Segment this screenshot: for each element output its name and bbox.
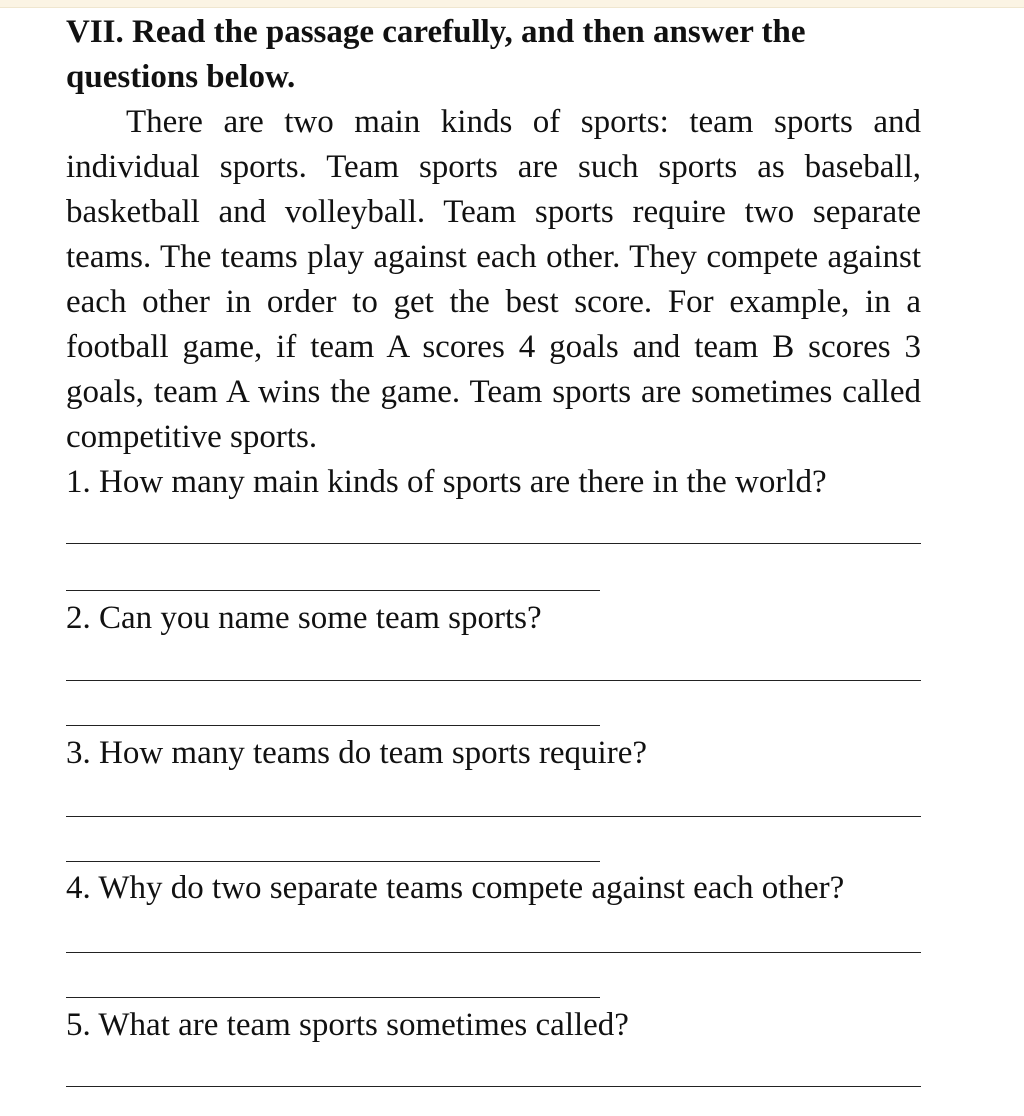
- answer-line-3b[interactable]: [66, 861, 600, 862]
- question-2: 2. Can you name some team sports?: [66, 600, 542, 636]
- exercise-heading: VII. Read the passage carefully, and then answer the questions below.: [66, 14, 806, 95]
- question-1: 1. How many main kinds of sports are there in the world?: [66, 464, 827, 500]
- answer-line-1b[interactable]: [66, 590, 600, 591]
- answer-line-5a[interactable]: [66, 1086, 921, 1087]
- reading-passage: There are two main kinds of sports: team sports and individual sports. Team sports are such sports as baseball, basketball and volleyball. Team sports require two separate teams. The teams play against each other. They compete against each other in order to get the best score. For example, in a football game, if team A scores 4 goals and team B scores 3 goals, team A wins the game. Team sports are sometimes called competitive sports.: [66, 104, 921, 455]
- answer-line-3a[interactable]: [66, 816, 921, 817]
- answer-line-2b[interactable]: [66, 725, 600, 726]
- question-3: 3. How many teams do team sports require?: [66, 735, 648, 771]
- answer-line-1a[interactable]: [66, 543, 921, 544]
- question-4: 4. Why do two separate teams compete against each other?: [66, 870, 845, 906]
- question-5: 5. What are team sports sometimes called?: [66, 1007, 629, 1043]
- top-edge-strip: [0, 0, 1024, 8]
- answer-line-2a[interactable]: [66, 680, 921, 681]
- answer-line-4b[interactable]: [66, 997, 600, 998]
- answer-line-4a[interactable]: [66, 952, 921, 953]
